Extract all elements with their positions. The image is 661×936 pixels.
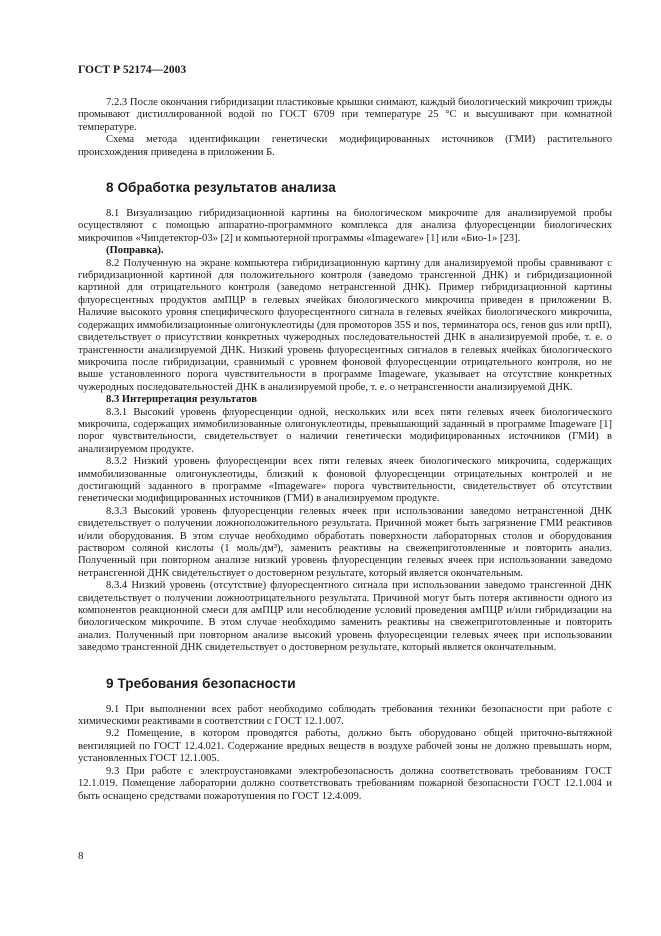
- paragraph-7-2-3: 7.2.3 После окончания гибридизации пластиковые крышки снимают, каждый биологический микрочип трижды промывают дистиллированной водой по ГОСТ 6709 при температуре 25 °С и высушивают при комнатной температуре.: [78, 97, 612, 133]
- paragraph-8-3-4: 8.3.4 Низкий уровень (отсутствие) флуоресцентного сигнала при использовании заведомо трансгенной ДНК свидетельствует о получении ложноотрицательного результата. Причиной могут быть потеря активности одного из компонентов реакционной смеси для амПЦР или несоблюдение условий проведения амПЦР и/или гибридизации на биологическом микрочипе. В этом случае необходимо заменить реактивы на свежеприготовленные и повторить анализ. Полученный при повторном анализе высокий уровень флуоресценции гелевых ячеек при использовании заведомо трансгенной ДНК свидетельствует о достоверном результате, который является окончательным.: [78, 580, 612, 654]
- subsection-8-3-title: 8.3 Интерпретация результатов: [106, 394, 257, 406]
- paragraph-9-3: 9.3 При работе с электроустановками электробезопасность должна соответствовать требованиям ГОСТ 12.1.019. Помещение лаборатории должно соответствовать требованиям пожарной безопасности ГОСТ 12.1.004 и быть оснащено средствами пожаротушения по ГОСТ 12.4.009.: [78, 765, 612, 802]
- document-body: [78, 97, 612, 803]
- section-9-title: 9 Требования безопасности: [106, 675, 296, 691]
- paragraph-scheme: Схема метода идентификации генетически модифицированных источников (ГМИ) растительного происхождения приведена в приложении Б.: [78, 134, 612, 158]
- page-number: 8: [78, 850, 84, 862]
- amendment-note: (Поправка).: [106, 245, 164, 257]
- document-header: ГОСТ Р 52174—2003: [78, 64, 187, 76]
- paragraph-8-1: 8.1 Визуализацию гибридизационной картины на биологическом микрочипе для анализируемой пробы осуществляют с помощью аппаратно-программного комплекса для анализа флуоресценции биологических микрочипов «Чипдетектор-03» [2] и компьютерной программы «Imageware» [1] или «Био-1» [23].: [78, 208, 612, 244]
- paragraph-8-2: 8.2 Полученную на экране компьютера гибридизационную картину для анализируемой пробы сравнивают с гибридизационной картиной для положительного контроля (заведомо трансгенной ДНК) и гибридизационной картиной для отрицательного контроля (заведомо нетрансгенной ДНК). Пример гибридизационной картины флуоресцентных продуктов амПЦР в гелевых ячейках биологического микрочипа приведен в приложении В. Наличие высокого уровня специфического флуоресцентного сигнала в гелевых ячейках биологического микрочипа, содержащих иммобилизационные олигонуклеотиды (для промоторов 35S и nos, терминатора ocs, генов gus или nptII), свидетельствует о присутствии конкретных чужеродных последовательностей ДНК в анализируемой пробе, т. е. о трансгенности анализируемой ДНК. Низкий уровень флуоресцентных сигналов в гелевых ячейках биологического микрочипа после гибридизации, сравнимый с уровнем фоновой флуоресценции отрицательного контроля, но не выше установленного порога чувствительности в программе Imageware, указывает на отсутствие конкретных чужеродных последовательностей ДНК в анализируемой пробе, т. е. о нетрансгенности анализируемой ДНК.: [78, 257, 612, 393]
- paragraph-8-3-1: 8.3.1 Высокий уровень флуоресценции одной, нескольких или всех пяти гелевых ячеек биологического микрочипа, содержащих иммобилизованные олигонуклеотиды, превышающий заданный в программе Imageware [1] порог чувствительности, свидетельствует о наличии генетически модифицированных источников (ГМИ) в анализируемом продукте.: [78, 406, 612, 455]
- paragraph-9-1: 9.1 При выполнении всех работ необходимо соблюдать требования техники безопасности при работе с химическими реактивами в соответствии с ГОСТ 12.1.007.: [78, 703, 612, 728]
- paragraph-8-3-2: 8.3.2 Низкий уровень флуоресценции всех пяти гелевых ячеек биологического микрочипа, содержащих иммобилизованные олигонуклеотиды, близкий к фоновой флуоресценции отрицательных контролей и не достигающий заданного в программе «Imageware» порога чувствительности, свидетельствует об отсутствии генетически модифицированных источников (ГМИ) в анализируемом продукте.: [78, 456, 612, 505]
- paragraph-8-3-3: 8.3.3 Высокий уровень флуоресценции гелевых ячеек при использовании заведомо нетрансгенной ДНК свидетельствует о получении ложноположительного результата. Причиной может быть загрязнение ГМИ реактивов и/или оборудования. В этом случае необходимо обработать поверхности лабораторных столов и оборудования раствором соляной кислоты (1 моль/дм³), заменить реактивы на свежеприготовленные и повторить анализ. Полученный при повторном анализе низкий уровень флуоресценции гелевых ячеек при использовании заведомо нетрансгенной ДНК свидетельствует о достоверном результате, который является окончательным.: [78, 505, 612, 579]
- section-8-title: 8 Обработка результатов анализа: [106, 180, 336, 196]
- paragraph-9-2: 9.2 Помещение, в котором проводятся работы, должно быть оборудовано общей приточно-вытяжной вентиляцией по ГОСТ 12.4.021. Содержание вредных веществ в воздухе рабочей зоны не должно превышать норм, установленных ГОСТ 12.1.005.: [78, 728, 612, 765]
